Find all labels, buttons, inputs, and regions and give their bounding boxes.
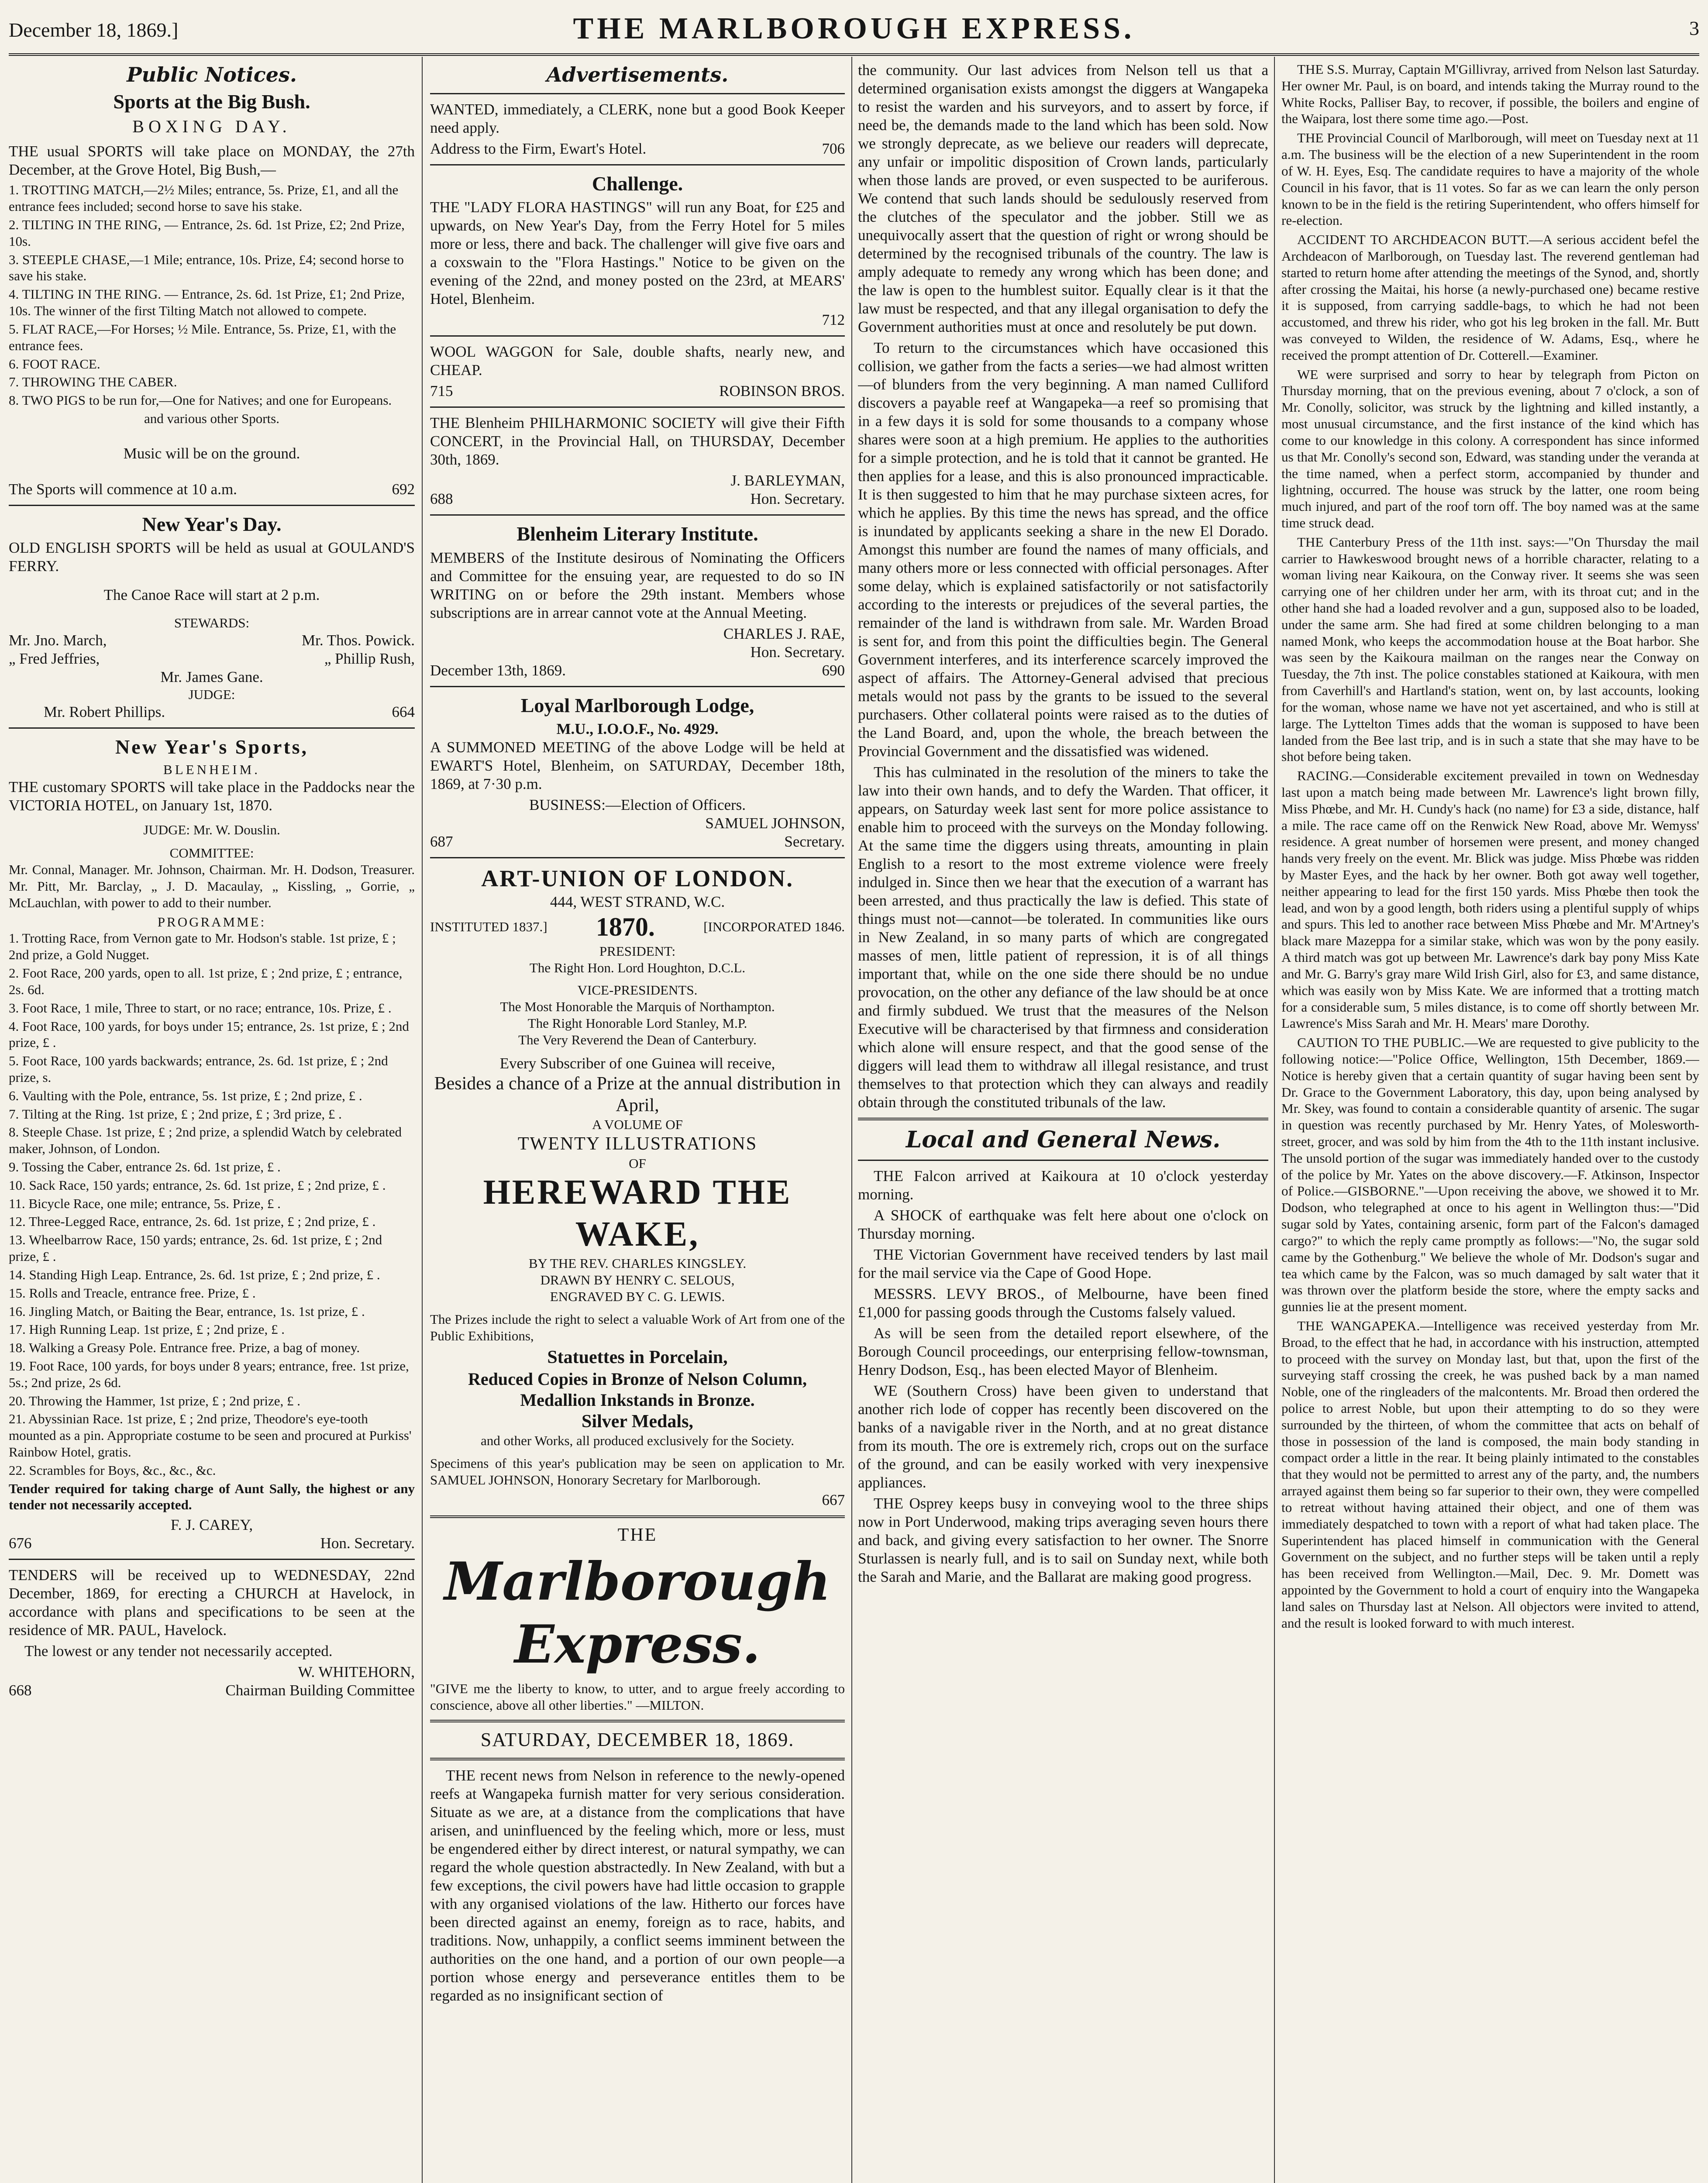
challenge-title: Challenge. (592, 172, 683, 195)
art-engraver: ENGRAVED BY C. G. LEWIS. (550, 1289, 725, 1305)
column-divider (851, 57, 852, 2183)
ad-number: 676 (9, 1535, 32, 1552)
news-item: MESSRS. LEVY BROS., of Melbourne, have been fined £1,000 for passing goods through the Customs falsely valued. (858, 1285, 1268, 1321)
art-union-year: 1870. (596, 912, 655, 941)
ad-number: 667 (822, 1491, 845, 1508)
list-item: 6. FOOT RACE. (9, 356, 100, 372)
list-item: 5. FLAT RACE,—For Horses; ½ Mile. Entrance, 5s. Prize, £1, with the entrance fees. (9, 321, 396, 353)
section-heading-advertisements: Advertisements. (546, 63, 729, 86)
secretary-line (9, 1534, 415, 1553)
ad-number: 668 (9, 1682, 32, 1699)
chairman-line (9, 1681, 415, 1700)
news-item: THE Canterbury Press of the 11th inst. says:—"On Thursday the mail carrier to Hawkeswood brought news of a horrible character, relating to a woman living near Kaikoura, on the Conway river. It seems she was seen carrying one of her children under her arm, with its throat cut; and in the other hand she had a loaded revolver and a gun, supposed also to be loaded, under the same arm. She had fired at some children belonging to a man named Monk, who keeps the accommodation house at the Boat harbor. She was seen by the Kaikoura mailman on the ranges near the Conway on Tuesday, the 7th inst. The police constables stationed at Kaikoura, with men from Caverhill's and Hartland's station, went on, by last accounts, looking for the woman, whose name we have not yet ascertained, and who is still at large. The Lyttelton Times adds that the woman is supposed to have been landed from the Bee last trip, and is in such a state that she may have to be shot before being taken. (1281, 534, 1699, 764)
art-every: Every Subscriber of one Guinea will receive, (499, 1054, 775, 1072)
divider (9, 727, 415, 729)
editorial-paragraph: This has culminated in the resolution of the miners to take the law into their own hands, and to defy the Warden. That officer, it appears, on Saturday week last sent for more police assistance to enable him to proceed with the surveys on the Monday following. At the same time the diggers using threats, amounting in plain English to a resort to the most extreme violence were freely indulged in. Since then we hear that the execution of a warrant has been arrested, and thus practically the law is defied. This state of things must not—cannot—be tolerated. In communities like ours in New Zealand, in so many parts of which are congregated masses of men, little patient of repression, it is of all things important that, while on the one side there should be no undue provocation, on the other any defiance of the law should be at once and firmly subdued. We trust that the measures of the Nelson Executive will be characterised by that firmness and consideration which alone will ensure respect, and that the good sense of the diggers will lead them to withdraw all illegal resistance, and trust themselves to that protection which they can always and readily obtain through the constituted tribunals of the law. (858, 764, 1268, 1111)
divider (430, 686, 845, 687)
list-item: 6. Vaulting with the Pole, entrance, 5s. 1st prize, £ ; 2nd prize, £ . (9, 1088, 362, 1103)
art-besides: Besides a chance of a Prize at the annual distribution in April, (434, 1073, 841, 1116)
philharmonic-text: THE Blenheim PHILHARMONIC SOCIETY will give their Fifth CONCERT, in the Provincial Hall, on THURSDAY, December 30th, 1869. (430, 414, 845, 468)
news-item: RACING.—Considerable excitement prevailed in town on Wednesday last upon a match being made between Mr. Lawrence's light brown filly, Miss Phœbe, and Mr. H. Cundy's hack (no name) for £3 a side, distance, half a mile. The race came off on the Renwick New Road, above Mr. Wemyss' residence. A great number of horsemen were present, and money changed hands very freely on the event. Mr. Blick was judge. Miss Phœbe was ridden by Master Eyes, and the hack by her owner. Both got away well together, neither appearing to lead for the first 150 yards. Miss Phœbe then took the lead, and won by a good length, both riders using a plentiful supply of whips and spurs. This led to another race between Miss Phœbe and Mr. M'Artney's black mare Mazeppa for a similar stake, which was won by the pony easily. A third match was got up between Mr. Lawrence's dark bay pony Miss Kate and Mr. G. Barry's gray mare Wild Irish Girl, also for £3, and same distance, which was easily won by Miss Kate. We are informed that a trotting match for a considerable sum, 5 miles distance, is to come off shortly between Mr. Lawrence's Miss Sarah and Mr. H. Mears' mare Dorothy. (1281, 768, 1699, 1031)
music-note: Music will be on the ground. (123, 444, 300, 462)
list-item: 14. Standing High Leap. Entrance, 2s. 6d. 1st prize, £ ; 2nd prize, £ . (9, 1267, 380, 1282)
list-item: 19. Foot Race, 100 yards, for boys under 8 years; entrance, free. 1st prize, 5s.; 2nd prize, 2s 6d. (9, 1358, 409, 1390)
art-prizes: The Prizes include the right to select a valuable Work of Art from one of the Public Exhibitions, (430, 1311, 845, 1343)
art-union-title: ART-UNION OF LONDON. (481, 865, 794, 892)
vice-presidents-label: VICE-PRESIDENTS. (577, 982, 698, 998)
clerk-address: Address to the Firm, Ewart's Hotel. (430, 140, 647, 158)
ad-number: 692 (392, 480, 415, 498)
news-item: THE S.S. Murray, Captain M'Gillivray, arrived from Nelson last Saturday. Her owner Mr. Paul, is on board, and intends taking the Murray round to the White Rocks, Palliser Bay, to recover, if possible, the boilers and engine of the Waipara, lost there some time ago.—Post. (1281, 62, 1699, 127)
philharmonic-line (430, 490, 845, 508)
literary-date: December 13th, 1869. (430, 661, 566, 679)
list-item: 17. High Running Leap. 1st prize, £ ; 2nd prize, £ . (9, 1322, 285, 1337)
secretary-title: Hon. Secretary. (750, 490, 845, 508)
art-reduced: Reduced Copies in Bronze of Nelson Column, Medallion Inkstands in Bronze. (468, 1369, 807, 1410)
list-item: 18. Walking a Greasy Pole. Entrance free. Prize, a bag of money. (9, 1340, 360, 1356)
steward-name: Mr. Thos. Powick. (302, 631, 415, 649)
masthead (9, 10, 1699, 50)
newspaper-motto: "GIVE me the liberty to know, to utter, and to argue freely according to conscience, above all other liberties." —MILTON. (430, 1681, 845, 1713)
stewards-row (9, 631, 415, 650)
list-item: 22. Scrambles for Boys, &c., &c., &c. (9, 1462, 216, 1478)
art-union-instituted: INSTITUTED 1837.] (430, 919, 548, 935)
list-item: 7. THROWING THE CABER. (9, 374, 177, 390)
ad-number: 690 (822, 661, 845, 679)
list-item: 15. Rolls and Treacle, entrance free. Prize, £ . (9, 1285, 256, 1301)
art-specimens: Specimens of this year's publication may be seen on application to Mr. SAMUEL JOHNSON, Honorary Secretary for Marlborough. (430, 1456, 845, 1487)
church-tender-lowest: The lowest or any tender not necessarily accepted. (24, 1642, 333, 1660)
divider (430, 1758, 845, 1760)
divider (858, 1118, 1268, 1120)
list-item: 9. Tossing the Caber, entrance 2s. 6d. 1st prize, £ . (9, 1159, 281, 1174)
news-item: THE Falcon arrived at Kaikoura at 10 o'clock yesterday morning. (858, 1167, 1268, 1203)
editorial-date: SATURDAY, DECEMBER 18, 1869. (480, 1728, 795, 1750)
sports-events-list (9, 182, 415, 409)
masthead-rule (9, 53, 1699, 56)
divider (430, 514, 845, 516)
stewards-label: STEWARDS: (174, 615, 250, 630)
divider (430, 1720, 845, 1722)
page-number: 3 (1689, 17, 1699, 39)
art-union-incorporated: [INCORPORATED 1846. (703, 919, 845, 935)
column-divider (422, 57, 423, 2183)
news-item: THE WANGAPEKA.—Intelligence was received yesterday from Mr. Broad, to the effect that he had, in accordance with his instruction, attempted to proceed with the survey on Monday last, but that, upon the first of the surveying staff crossing the creek, he was pushed back by a man named Noble, one of the ringleaders of the malcontents. Mr. Broad then ordered the police to arrest Noble, but upon their attempting to do so they were surrounded by the thirteen, of whom the committee that acts on behalf of those in possession of the land is composed, the main body standing in compact order a little in the rear. It being plainly intimated to the constables that they would not be permitted to arrest any of the party, and, the numbers arrayed against them being so far superior to their own, they were compelled to retreat without having attained their object, and one of them was immediately despatched to town with a report of what had taken place. The Superintendent has placed himself in communication with the General Government on the subject, and no further steps will be taken until a reply has been received from Wellington.—Mail, Dec. 9. Mr. Domett was appointed by the Government to hold a court of enquiry into the Wangapeka land sales on Thursday last at Nelson. All objectors were invited to attend, and the result is looked forward to with much interest. (1281, 1318, 1699, 1631)
divider (858, 1160, 1268, 1161)
steward-name: „ Fred Jeffries, (9, 650, 100, 667)
art-other: and other Works, all produced exclusively for the Society. (480, 1433, 795, 1449)
list-item: 1. TROTTING MATCH,—2½ Miles; entrance, 5s. Prize, £1, and all the entrance fees included; second horse to save his stake. (9, 182, 399, 214)
column-3 (858, 61, 1268, 2183)
art-of: OF (629, 1155, 646, 1171)
steward-name: Mr. James Gane. (160, 668, 263, 685)
divider (430, 93, 845, 94)
stewards-row (9, 650, 415, 668)
divider (430, 1515, 845, 1518)
committee-label: COMMITTEE: (169, 845, 254, 861)
column-divider (1274, 57, 1275, 2183)
secretary-title: Secretary. (784, 833, 845, 850)
literary-sign: CHARLES J. RAE, (723, 625, 845, 642)
news-item: THE Osprey keeps busy in conveying wool to the three ships now in Port Underwood, making trips averaging seven hours there and back, and giving every satisfaction to her owner. The Snorre Sturlassen is nearly full, and is to sail on Sunday next, while both the Sarah and Marie, and the Ballarat are making good progress. (858, 1495, 1268, 1586)
new-years-sports-text: THE customary SPORTS will take place in the Paddocks near the VICTORIA HOTEL, on January 1st, 1870. (9, 778, 415, 814)
president-label: PRESIDENT: (599, 943, 676, 959)
philharmonic-sign: J. BARLEYMAN, (730, 472, 845, 489)
divider (430, 335, 845, 337)
list-item: 10. Sack Race, 150 yards; entrance, 2s. 6d. 1st prize, £ ; 2nd prize, £ . (9, 1177, 386, 1193)
steward-name: Mr. Jno. March, (9, 631, 107, 649)
new-years-day-title: New Year's Day. (142, 513, 282, 535)
news-item: CAUTION TO THE PUBLIC.—We are requested to give publicity to the following notice:—"Police Office, Wellington, 15th December, 1869.—Notice is hereby given that a certain quantity of sugar having been sent by Dr. Grace to the Government Laboratory, this day, upon being analysed by Mr. Skey, was found to contain a considerable quantity of arsenic. The sugar in question was recently purchased by Mr. Henry Yates, of Molesworth-street, grocer, and was sold by him from the 4th to the 11th instant inclusive. The unsold portion of the sugar was immediately handed over to the custody of the police by Mr. Yates on the above discovery.—F. Atkinson, Inspector of Police.—GISBORNE."—Upon receiving the above, we showed it to Mr. Dodson, who telegraphed at once to his agent in Wellington thus:—"Did sugar sold by Yates, containing arsenic, form part of the Falcon's damaged cargo?" to which the reply came promptly as follows:—"No, the sugar sold came by the Gothenburg." We believe the whole of Mr. Dodson's sugar and tea which came by the Falcon, was so much damaged by salt water that it was thrown over the platform beside the store, where the empty sacks and gunnies lie at the present moment. (1281, 1035, 1699, 1315)
newspaper-nameplate: Marlborough Express. (444, 1551, 831, 1676)
judge-name: Mr. Robert Phillips. (44, 703, 165, 720)
news-item: A SHOCK of earthquake was felt here about one o'clock on Thursday morning. (858, 1207, 1268, 1243)
art-union-address: 444, WEST STRAND, W.C. (550, 893, 725, 910)
wool-waggon-sign (430, 382, 845, 400)
programme-label: PROGRAMME: (157, 914, 266, 930)
divider (9, 1559, 415, 1560)
secretary-name: F. J. CAREY, (170, 1516, 253, 1534)
clerk-wanted: WANTED, immediately, a CLERK, none but a good Book Keeper need apply. (430, 101, 845, 137)
new-years-day-text: OLD ENGLISH SPORTS will be held as usual at GOULAND'S FERRY. (9, 539, 415, 575)
list-item: 3. Foot Race, 1 mile, Three to start, or no race; entrance, 10s. Prize, £ . (9, 1000, 392, 1016)
lodge-line (430, 833, 845, 851)
list-item: 1. Trotting Race, from Vernon gate to Mr. Hodson's stable. 1st prize, £ ; 2nd prize, a Gold Nugget. (9, 930, 396, 963)
vice-president: The Most Honorable the Marquis of Northampton. (500, 999, 775, 1015)
new-years-sports-subtitle: BLENHEIM. (163, 761, 260, 777)
lodge-title: Loyal Marlborough Lodge, (520, 694, 754, 716)
nameplate-the: THE (617, 1525, 658, 1545)
judge-label: JUDGE: (188, 686, 235, 702)
aunt-sally-note: Tender required for taking charge of Aunt Sally, the highest or any tender not necessarily accepted. (9, 1481, 415, 1513)
committee-members: Mr. Connal, Manager. Mr. Johnson, Chairman. Mr. H. Dodson, Treasurer. Mr. Pitt, Mr. Barclay, „ J. D. Macaulay, „ Kissling, „ Gorrie, „ McLauchlan, with power to add to their number. (9, 862, 415, 910)
news-item: WE were surprised and sorry to hear by telegraph from Picton on Thursday morning, that on the previous evening, about 7 o'clock, a son of Mr. Conolly, solicitor, was struck by the lightning and killed instantly, a most unusual circumstance, and the first instance of the kind which has come to our knowledge in this colony. A correspondent has since informed us that Mr. Conolly's second son, Edward, was standing under the veranda at the time named, when a perfect storm, accompanied by thunder and lightning, occurred. The house was struck by the latter, one room being much injured, and part of the roof torn off. The boy named was at the same time struck dead. (1281, 366, 1699, 530)
art-volume: A VOLUME OF (592, 1117, 683, 1133)
list-item: 12. Three-Legged Race, entrance, 2s. 6d. 1st prize, £ ; 2nd prize, £ . (9, 1214, 376, 1229)
local-news-title: Local and General News. (906, 1126, 1221, 1153)
list-item: 5. Foot Race, 100 yards backwards; entrance, 2s. 6d. 1st prize, £ ; 2nd prize, s. (9, 1053, 388, 1085)
editorial-paragraph: To return to the circumstances which have occasioned this collision, we gather from the facts a series—we had almost written—of blunders from the very beginning. A man named Culliford discovers a payable reef at Wangapeka—a reef so promising that in a few days it is sold for some thousands to a company whose shares were soon at a high premium. He applies to the authorities for a simple protection, and he is told that it cannot be granted. He then applies for a lease, and this is also pronounced impracticable. It is then suggested to him that he may purchase sixteen acres, for which he applies. By this time the news has spread, and the office is inundated by applicants seeking a share in the new El Dorado. Amongst this number are found the names of many officials, and many others more or less connected with official personages. After some delay, which is explained satisfactorily or not satisfactorily according to the interests or prejudices of the several parties, the remainder of the land is withdrawn from sale. Mr. Warden Broad is sent for, and from this point the difficulties begin. The General Government interferes, and its interference scarcely improved the aspect of affairs. The Attorney-General advised that precious metals would not pass by the grants to be issued to the several purchasers. Other collateral points were raised as to the duties of the Land Board, and, upon the whole, the breach between the Provincial Government and the dissatisfied was widened. (858, 339, 1268, 760)
commence-text: The Sports will commence at 10 a.m. (9, 480, 237, 498)
column-2 (430, 61, 845, 2183)
literary-date-line (430, 661, 845, 680)
secretary-title: Hon. Secretary. (750, 643, 845, 661)
art-author: BY THE REV. CHARLES KINGSLEY. (528, 1256, 747, 1271)
art-illustrator: DRAWN BY HENRY C. SELOUS, (540, 1272, 735, 1288)
divider (430, 406, 845, 408)
list-item: 8. Steeple Chase. 1st prize, £ ; 2nd prize, a splendid Watch by celebrated maker, Johnson, of London. (9, 1124, 402, 1157)
editorial-paragraph: the community. Our last advices from Nelson tell us that a determined organisation exists amongst the diggers at Wangapeka to resist the warden and his surveyors, and to assert by force, if need be, the demands made to the land which has been sold. Now we strongly deprecate, as we believe our readers will deprecate, any unfair or impolitic disposition of Crown lands, particularly when those lands are proved, or even suspected to be auriferous. We contend that such lands should be sedulously reserved from the clutches of the speculator and the jobber. Still we as unequivocally assert that the question of right or wrong should be determined by the recognised tribunals of the country. The law is amply adequate to remedy any wrong which has been done; and the law is open to the humblest suitor. Equally clear is it that the law must be respected, and that any illegal organisation to defy the Government authorities must at once and resolutely be put down. (858, 62, 1268, 335)
chairman-name: W. WHITEHORN, (298, 1663, 415, 1681)
list-item: 4. TILTING IN THE RING. — Entrance, 2s. 6d. 1st Prize, £1; 2nd Prize, 10s. The winner of the first Tilting Match not allowed to compete. (9, 286, 405, 319)
ad-number: 715 (430, 382, 453, 400)
news-item: ACCIDENT TO ARCHDEACON BUTT.—A serious accident befel the Archdeacon of Marlborough, on Tuesday last. The reverend gentleman had started to return home after attending the meetings of the Synod, and, shortly after crossing the Maitai, his horse (a newly-purchased one) became restive it is supposed, from carrying saddle-bags, to which he had not been accustomed, and threw his rider, who got his leg broken in the fall. Mr. Butt was conveyed to Wilden, the residence of W. Adams, Esq., where he received the prompt attention of Dr. Cotterell.—Examiner. (1281, 232, 1699, 363)
sports-intro: THE usual SPORTS will take place on MONDAY, the 27th December, at the Grove Hotel, Big Bush,— (9, 143, 415, 179)
list-item: 21. Abyssinian Race. 1st prize, £ ; 2nd prize, Theodore's eye-tooth mounted as a pin. Appropriate costume to be seen and procured at Purkiss' Rainbow Hotel, gratis. (9, 1411, 412, 1460)
divider (430, 857, 845, 858)
list-item: 11. Bicycle Race, one mile; entrance, 5s. Prize, £ . (9, 1195, 281, 1211)
list-item: 2. TILTING IN THE RING, — Entrance, 2s. 6d. 1st Prize, £2; 2nd Prize, 10s. (9, 217, 405, 249)
section-heading-public-notices: Public Notices. (127, 63, 297, 86)
lodge-business: BUSINESS:—Election of Officers. (529, 796, 746, 813)
president-name: The Right Hon. Lord Houghton, D.C.L. (529, 960, 746, 975)
column-1 (9, 61, 415, 2183)
literary-institute-title: Blenheim Literary Institute. (517, 523, 758, 545)
list-item: 8. TWO PIGS to be run for,—One for Natives; and one for Europeans. (9, 393, 392, 408)
list-item: 13. Wheelbarrow Race, 150 yards; entrance, 2s. 6d. 1st prize, £ ; 2nd prize, £ . (9, 1232, 382, 1264)
vice-president: The Right Honorable Lord Stanley, M.P. (527, 1015, 747, 1031)
ad-number: 688 (430, 490, 453, 508)
wool-waggon-text: WOOL WAGGON for Sale, double shafts, nearly new, and CHEAP. (430, 343, 845, 379)
newspaper-title: THE MARLBOROUGH EXPRESS. (573, 12, 1135, 45)
lodge-subtitle: M.U., I.O.O.F., No. 4929. (556, 720, 719, 737)
news-item: THE Provincial Council of Marlborough, will meet on Tuesday next at 11 a.m. The business will be the election of a new Superintendent in the room of W. H. Eyes, Esq. The candidate requires to have a majority of the whole Council in his favor, that is 11 votes. So far as we can learn the only person known to be in the field is the retiring Superintendent, who offers himself for re-election. (1281, 130, 1699, 228)
list-item: 16. Jingling Match, or Baiting the Bear, entrance, 1s. 1st prize, £ . (9, 1303, 365, 1319)
vice-president: The Very Reverend the Dean of Canterbury. (518, 1032, 757, 1047)
ad-number: 687 (430, 833, 453, 850)
column-4 (1281, 61, 1699, 2183)
secretary-title: Hon. Secretary. (320, 1535, 415, 1552)
steward-name: „ Phillip Rush, (324, 650, 415, 667)
various-sports: and various other Sports. (144, 410, 279, 426)
advertiser-name: ROBINSON BROS. (719, 382, 845, 400)
list-item: 7. Tilting at the Ring. 1st prize, £ ; 2nd prize, £ ; 3rd prize, £ . (9, 1106, 342, 1122)
issue-date: December 18, 1869.] (9, 19, 179, 41)
programme-list (9, 930, 415, 1478)
judge-line (9, 703, 415, 721)
art-book-title: HEREWARD THE WAKE, (483, 1173, 792, 1254)
sports-title: Sports at the Big Bush. (113, 90, 310, 113)
chairman-title: Chairman Building Committee (225, 1682, 415, 1699)
lodge-sign: SAMUEL JOHNSON, (705, 814, 845, 832)
nys-judge: JUDGE: Mr. W. Douslin. (143, 822, 280, 837)
clerk-address-line (430, 140, 845, 158)
art-statuettes: Statuettes in Porcelain, (547, 1347, 728, 1368)
ad-number: 664 (392, 703, 415, 720)
canoe-race: The Canoe Race will start at 2 p.m. (103, 586, 320, 603)
ad-number: 712 (822, 311, 845, 329)
news-item: As will be seen from the detailed report elsewhere, of the Borough Council proceedings, our enterprising fellow-townsman, Henry Dodson, Esq., has been elected Mayor of Blenheim. (858, 1325, 1268, 1379)
list-item: 4. Foot Race, 100 yards, for boys under 15; entrance, 2s. 1st prize, £ ; 2nd prize, £ . (9, 1018, 409, 1050)
list-item: 3. STEEPLE CHASE,—1 Mile; entrance, 10s. Prize, £4; second horse to save his stake. (9, 251, 404, 284)
divider (430, 164, 845, 165)
divider (9, 505, 415, 506)
commence-line (9, 480, 415, 499)
news-item: THE Victorian Government have received tenders by last mail for the mail service via the Cape of Good Hope. (858, 1246, 1268, 1282)
art-union-year-line (430, 911, 845, 943)
ad-number: 706 (822, 140, 845, 158)
sports-subtitle: BOXING DAY. (132, 117, 291, 137)
art-silver: Silver Medals, (582, 1411, 693, 1432)
lodge-text: A SUMMONED MEETING of the above Lodge will be held at EWART'S Hotel, Blenheim, on SATURDAY, December 18th, 1869, at 7·30 p.m. (430, 738, 845, 792)
church-tender-text: TENDERS will be received up to WEDNESDAY, 22nd December, 1869, for erecting a CHURCH at Havelock, in accordance with plans and specifications to be seen at the residence of MR. PAUL, Havelock. (9, 1567, 415, 1639)
new-years-sports-title: New Year's Sports, (115, 735, 309, 758)
challenge-text: THE "LADY FLORA HASTINGS" will run any Boat, for £25 and upwards, on New Year's Day, from the Ferry Hotel for 5 miles more or less, there and back. The challenger will give five oars and a coxswain to the "Flora Hastings." Notice to be given on the evening of the 22nd, and money posted on the 23rd, at MEARS' Hotel, Blenheim. (430, 199, 845, 308)
editorial-paragraph: THE recent news from Nelson in reference to the newly-opened reefs at Wangapeka furnish matter for very serious consideration. Situate as we are, at a distance from the complications that have arisen, and uninfluenced by the feeling which, more or less, must be engendered either by direct interest, or natural sympathy, we can regard the whole question abstractedly. In New Zealand, with but a few exceptions, the civil powers have had little occasion to grapple with any organised violations of the law. Hitherto our forces have been directed against an enemy, foreign as to race, habits, and traditions. Now, unhappily, a conflict seems imminent between the authorities on the one hand, and a portion of our own people—a portion whose energy and perseverance entitles them to be regarded as no insignificant section of (430, 1766, 845, 2004)
list-item: 20. Throwing the Hammer, 1st prize, £ ; 2nd prize, £ . (9, 1393, 300, 1408)
news-item: WE (Southern Cross) have been given to understand that another rich lode of copper has recently been discovered on the banks of a navigable river in the North, and at no great distance from its mouth. The ore is extremely rich, crops out on the surface of the ground, and can be easily worked with very inexpensive appliances. (858, 1382, 1268, 1491)
list-item: 2. Foot Race, 200 yards, open to all. 1st prize, £ ; 2nd prize, £ ; entrance, 2s. 6d. (9, 965, 403, 997)
literary-institute-text: MEMBERS of the Institute desirous of Nominating the Officers and Committee for the ensuing year, are requested to do so IN WRITING on or before the 29th instant. Members whose subscriptions are in arrear cannot vote at the Annual Meeting. (430, 549, 845, 621)
art-twenty: TWENTY ILLUSTRATIONS (517, 1134, 758, 1154)
